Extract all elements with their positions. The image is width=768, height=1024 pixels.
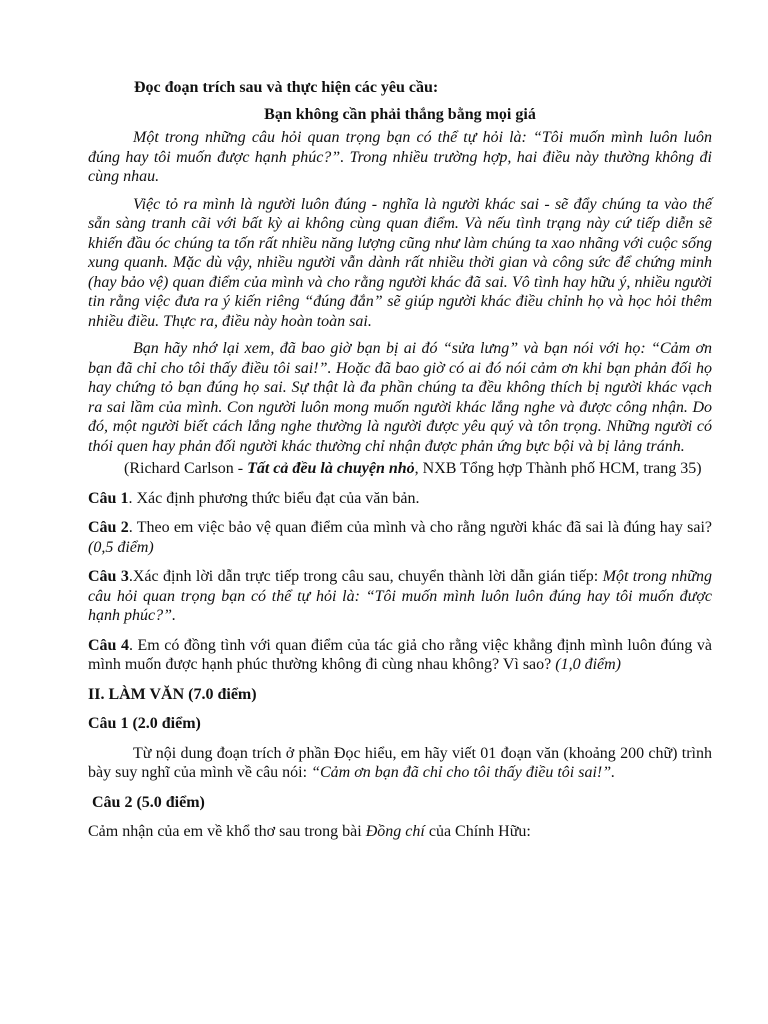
writing-question-1-text: [88, 744, 712, 783]
citation-book-title: Tất cả đều là chuyện nhỏ: [247, 460, 415, 477]
question-text: .Xác định lời dẫn trực tiếp trong câu sau, chuyển thành lời dẫn gián tiếp:: [128, 568, 603, 585]
reading-question-2: [88, 518, 712, 557]
question-label: Câu 3: [88, 568, 129, 585]
question-text: . Xác định phương thức biểu đạt của văn bản.: [128, 489, 420, 507]
passage-paragraph-2: Việc tỏ ra mình là người luôn đúng - nghĩa là người khác sai - sẽ đẩy chúng ta vào thế sẵn sàng tranh cãi với bất kỳ ai không cùng quan điểm. Và nếu tình trạng này cứ tiếp diễn sẽ khiến đầu óc chúng ta tốn rất nhiều năng lượng cũng như làm chúng ta xao nhãng với cuộc sống xung quanh. Mặc dù vậy, nhiều người vẫn dành rất nhiều thời gian và công sức để chứng minh (hay bảo vệ) quan điểm của mình và cho rằng người khác đã sai. Vô tình hay hữu ý, nhiều người tin rằng việc đưa ra ý kiến riêng “đúng đắn” sẽ giúp người khác điều chỉnh họ và học hỏi thêm nhiều điều. Thực ra, điều này hoàn toàn sai.: [88, 195, 712, 330]
writing-question-1-heading: Câu 1 (2.0 điểm): [88, 715, 201, 732]
question-text: . Em có đồng tình với quan điểm của tác giả cho rằng việc khẳng định mình luôn đúng và mình muốn được hạnh phúc thường không đi cùng nhau không? Vì sao?: [88, 636, 713, 673]
citation-prefix: (Richard Carlson -: [124, 460, 248, 477]
citation-suffix: , NXB Tổng hợp Thành phố HCM, trang 35): [414, 460, 702, 477]
reading-instruction-heading: Đọc đoạn trích sau và thực hiện các yêu cầu:: [134, 79, 439, 96]
passage-paragraph-1: Một trong những câu hỏi quan trọng bạn có thể tự hỏi là: “Tôi muốn mình luôn luôn đúng hay tôi muốn được hạnh phúc?”. Trong nhiều trường hợp, hai điều này thường không đi cùng nhau.: [88, 129, 712, 185]
writing-question-1-prompt: Từ nội dung đoạn trích ở phần Đọc hiểu, em hãy viết 01 đoạn văn (khoảng 200 chữ) trình bày suy nghĩ của mình về câu nói:: [88, 744, 712, 781]
reading-question-4: [88, 636, 712, 675]
question-points: (0,5 điểm): [88, 538, 154, 556]
question-label: Câu 2: [88, 519, 129, 536]
poem-title: Đồng chí: [365, 823, 425, 840]
passage-title: Bạn không cần phải thắng bằng mọi giá: [264, 105, 536, 123]
reading-question-3: [88, 567, 712, 626]
writing-question-2-text: [88, 822, 712, 842]
writing-question-1-quote: “Cảm ơn bạn đã chỉ cho tôi thấy điều tôi sai!”.: [311, 764, 616, 781]
writing-question-2-heading: Câu 2 (5.0 điểm): [92, 793, 205, 811]
passage-paragraph-3: Bạn hãy nhớ lại xem, đã bao giờ bạn bị ai đó “sửa lưng” và bạn nói với họ: “Cảm ơn bạn đã chỉ cho tôi thấy điều tôi sai!”. Hoặc đã bao giờ có ai đó nói cảm ơn khi bạn phản đối họ hay chứng tỏ bạn đúng họ sai. Sự thật là đa phần chúng ta đều không thích bị người khác vạch ra sai lầm của mình. Con người luôn mong muốn người khác lắng nghe và được công nhận. Do đó, một người biết cách lắng nghe thường là người được yêu quý và tôn trọng. Những người có thói quen hay phản đối người khác thường chỉ nhận được phản ứng bực bội và bị lảng tránh.: [88, 340, 712, 455]
section-2-heading: II. LÀM VĂN (7.0 điểm): [88, 685, 257, 703]
question-label: Câu 1: [88, 489, 129, 507]
passage-citation: [88, 459, 712, 479]
question-quote: Một trong những câu hỏi quan trọng bạn có thể tự hỏi là: “Tôi muốn mình luôn luôn đúng hay tôi muốn được hạnh phúc?”.: [88, 568, 713, 624]
writing-question-2-suffix: của Chính Hữu:: [424, 823, 531, 840]
writing-question-2-prefix: Cảm nhận của em về khổ thơ sau trong bài: [88, 823, 366, 840]
question-points: (1,0 điểm): [555, 656, 622, 673]
reading-question-1: [88, 489, 712, 509]
question-text: . Theo em việc bảo vệ quan điểm của mình và cho rằng người khác đã sai là đúng hay sai?: [128, 519, 713, 536]
question-label: Câu 4: [88, 636, 129, 654]
